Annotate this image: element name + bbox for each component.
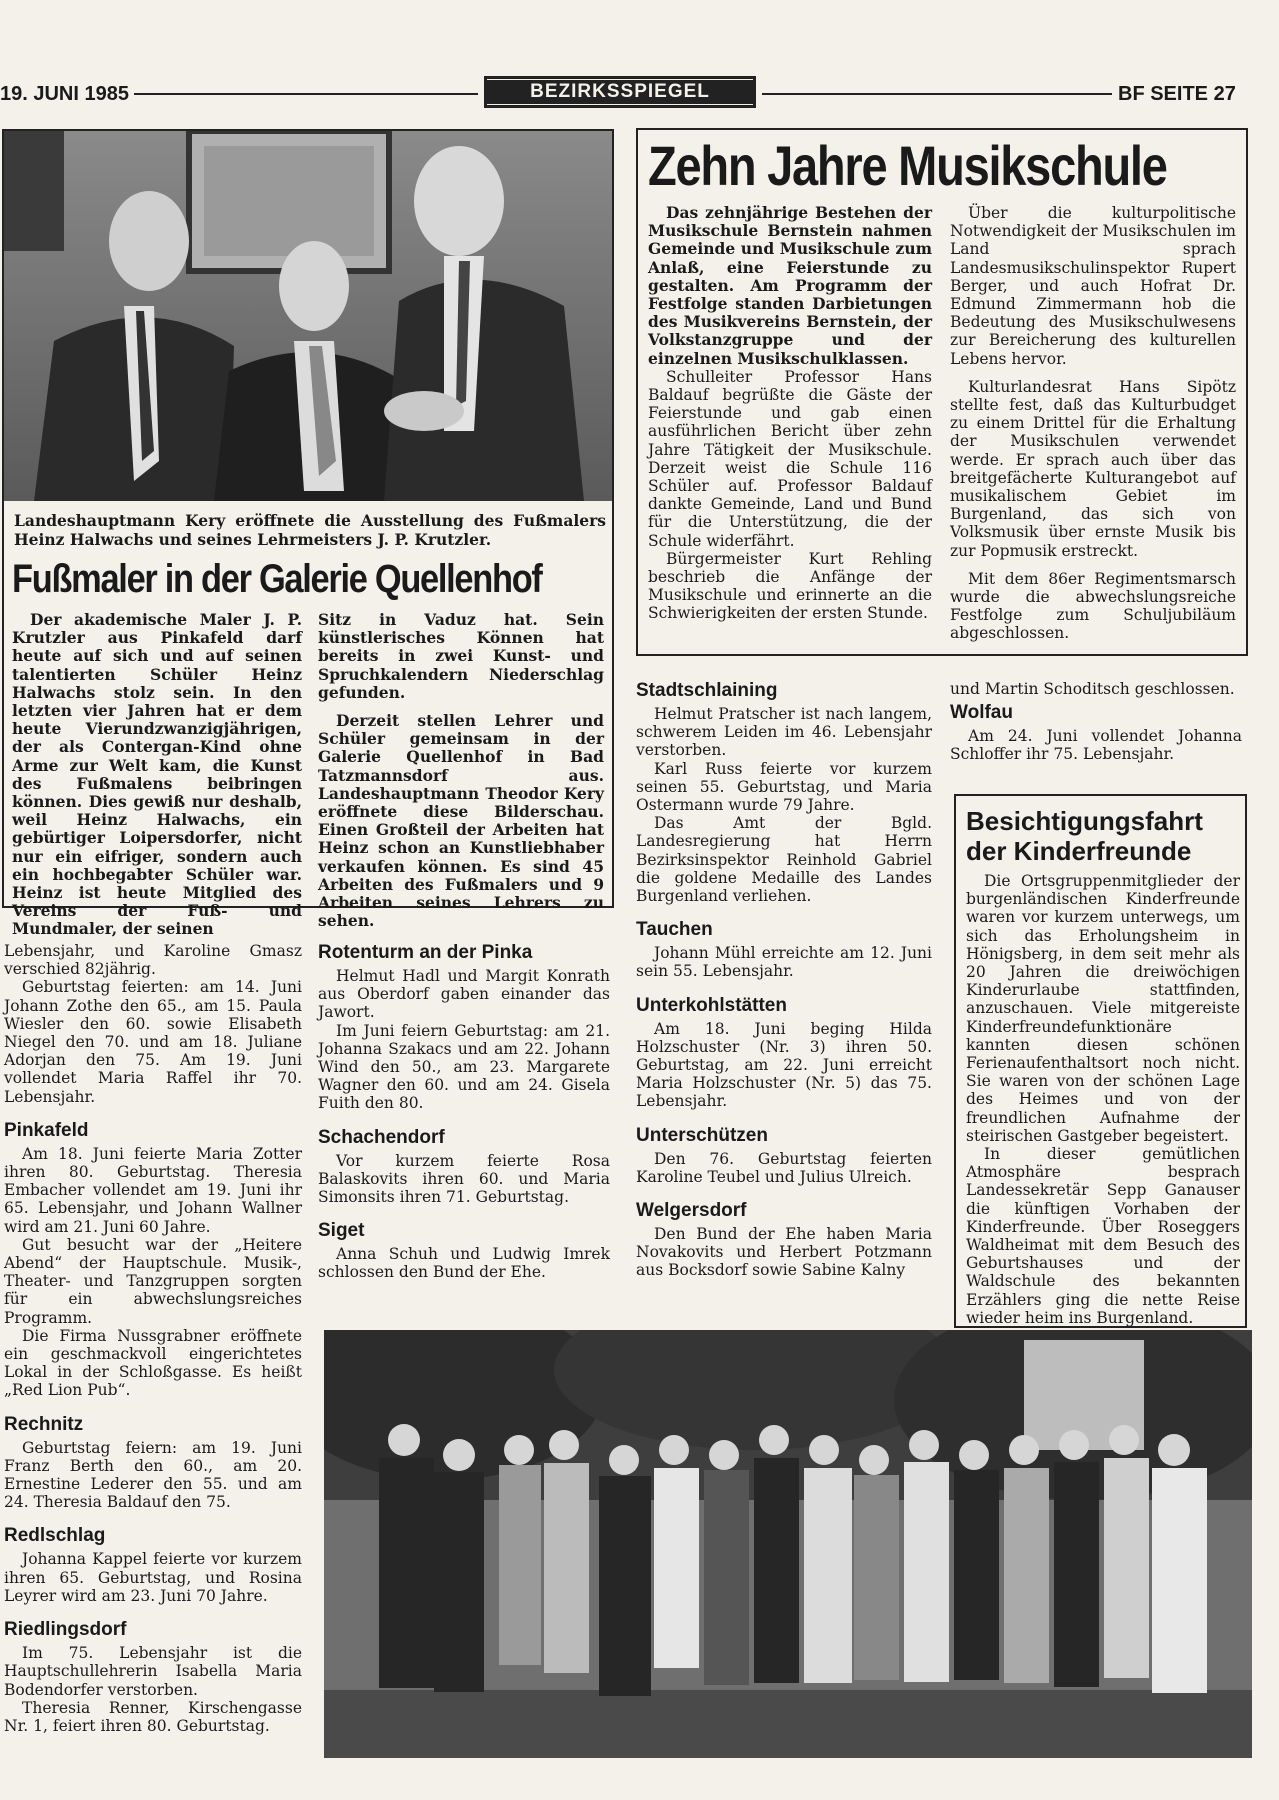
musikschule-headline: Zehn Jahre Musikschule	[648, 136, 1167, 197]
stadtschlaining-p1: Helmut Pratscher ist nach langem, schwerem Leiden im 46. Lebensjahr verstorben.	[636, 705, 932, 760]
unterkohlstaetten-p1: Am 18. Juni beging Hilda Holzschuster (Nr. 3) ihren 50. Geburtstag, am 22. Juni erreicht Maria Holzschuster (Nr. 5) das 75. Lebensjahr.	[636, 1019, 932, 1111]
pinkafeld-p3: Die Firma Nussgrabner eröffnete ein geschmackvoll eingerichtetes Lokal in der Schloßgasse. Es heißt „Red Lion Pub“.	[4, 1326, 302, 1400]
fussmaler-col1-text: Der akademische Maler J. P. Krutzler aus Pinkafeld darf heute auf sich und auf seinen talentierten Schüler Heinz Halwachs stolz sein. In den letzten vier Jahren hat er dem heute Vierundzwanzigjährigen, der als Contergan-Kind ohne Arme zur Welt kam, die Kunst des Fußmalens beibringen können. Dies gewiß nur deshalb, weil Heinz Halwachs, ein gebürtiger Loipersdorfer, nicht nur ein eifriger, sondern auch ein hochbegabter Schüler war. Heinz ist heute Mitglied des Vereins der Fuß- und Mundmaler, der seinen	[12, 610, 302, 939]
masthead-rule-left	[134, 93, 478, 95]
kinderfreunde-headline-line1: Besichtigungsfahrt	[966, 806, 1203, 836]
masthead-rule-right	[762, 93, 1112, 95]
musikschule-col2-p1: Über die kulturpolitische Notwendigkeit der Musikschulen im Land sprach Landesmusikschulinspektor Rupert Berger, und auch Hofrat Dr. Edmund Zimmermann hob die Bedeutung des Musikschulwesens zur Bereicherung des kulturellen Lebens hervor.	[950, 204, 1236, 368]
kinderfreunde-headline-line2: der Kinderfreunde	[966, 836, 1192, 866]
musikschule-headline-wrap	[648, 136, 1244, 198]
photo-exhibition-opening	[4, 131, 612, 501]
musikschule-col1-p1: Das zehnjährige Bestehen der Musikschule Bernstein nahmen Gemeinde und Musikschule zum Anlaß, eine Feierstunde zu gestalten. Am Programm der Festfolge standen Darbietungen des Musikvereins Bernstein, der Volkstanzgruppe und der einzelnen Musikschulklassen.	[648, 203, 932, 368]
heading-unterschuetzen: Unterschützen	[636, 1124, 768, 1146]
kinderfreunde-text	[966, 872, 1240, 1327]
fussmaler-col2-p1: Sitz in Vaduz hat. Sein künstlerisches Können hat bereits in zwei Kunst- und Spruchkalendern Niederschlag gefunden.	[318, 610, 604, 702]
heading-stadtschlaining: Stadtschlaining	[636, 680, 778, 701]
riedlingsdorf-p2: Theresia Renner, Kirschengasse Nr. 1, feiert ihren 80. Geburtstag.	[4, 1698, 302, 1735]
kinderfreunde-p2: In dieser gemütlichen Atmosphäre besprach Landessekretär Sepp Ganauser die künftigen Vorhaben der Kinderfreunde. Über Roseggers Waldheimat mit dem Besuch des Geburtshauses und der Waldschule des bekannten Erzählers ging die nette Reise wieder heim ins Burgenland.	[966, 1145, 1240, 1327]
stadtschlaining-p2: Karl Russ feierte vor kurzem seinen 55. Geburtstag, und Maria Ostermann wurde 79 Jahre.	[636, 759, 932, 815]
musikschule-col1-p2: Schulleiter Professor Hans Baldauf begrüßte die Gäste der Feierstunde und gab einen ausführlichen Bericht über zehn Jahre Tätigkeit der Musikschule. Derzeit weist die Schule 116 Schüler auf. Professor Baldauf dankte Gemeinde, Land und Bund für die Unterstützung, die der Schule widerfährt.	[648, 367, 932, 550]
column-far	[950, 680, 1242, 764]
schachendorf-p1: Vor kurzem feierte Rosa Balaskovits ihren 60. und Maria Simonsits ihren 71. Geburtstag.	[318, 1151, 610, 1207]
tauchen-p1: Johann Mühl erreichte am 12. Juni sein 55. Lebensjahr.	[636, 944, 932, 981]
pinkafeld-p2: Gut besucht war der „Heitere Abend“ der Hauptschule. Musik-, Theater- und Tanzgruppen sorgten für ein abwechslungsreiches Programm.	[4, 1235, 302, 1327]
welgersdorf-p1: Den Bund der Ehe haben Maria Novakovits und Herbert Potzmann aus Bocksdorf sowie Sabine Kalny	[636, 1225, 932, 1280]
photo-group-trip	[324, 1330, 1252, 1758]
heading-wolfau: Wolfau	[950, 702, 1013, 724]
left-intro-p1: Lebensjahr, und Karoline Gmasz verschied 82jährig.	[4, 942, 302, 979]
page-number: BF SEITE 27	[1118, 83, 1236, 105]
fussmaler-col1	[12, 611, 302, 939]
heading-schachendorf: Schachendorf	[318, 1126, 445, 1148]
heading-unterkohlstaetten: Unterkohlstätten	[636, 994, 787, 1016]
musikschule-col2-p3: Mit dem 86er Regimentsmarsch wurde die abwechslungsreiche Festfolge zum Schuljubiläum abgeschlossen.	[950, 569, 1236, 643]
fussmaler-col2	[318, 611, 604, 930]
section-title: BEZIRKSSPIEGEL	[487, 80, 753, 104]
kinderfreunde-p1: Die Ortsgruppenmitglieder der burgenländischen Kinderfreunde waren vor kurzem unterwegs, um sich das Erholungsheim in Hönigsberg, in dem seit mehr als 20 Jahren die dreiwöchigen Kinderurlaube stattfinden, anzuschauen. Viele mitgereiste Kinderfreundefunktionäre kannten diesen schönen Ferienaufenthaltsort noch nicht. Sie waren von der schönen Lage des Heimes und von der freundlichen Aufnahme der steirischen Gastgeber begeistert.	[966, 872, 1240, 1145]
heading-riedlingsdorf: Riedlingsdorf	[4, 1619, 127, 1641]
heading-tauchen: Tauchen	[636, 919, 713, 941]
wolfau-p1: Am 24. Juni vollendet Johanna Schloffer ihr 75. Lebensjahr.	[950, 727, 1242, 764]
musikschule-col1	[648, 204, 932, 623]
column-left	[4, 942, 302, 1735]
heading-pinkafeld: Pinkafeld	[4, 1119, 89, 1141]
column-right	[636, 680, 932, 1280]
stadtschlaining-p3: Das Amt der Bgld. Landesregierung hat Herrn Bezirksinspektor Reinhold Gabriel die goldene Medaille des Landes Burgenland verliehen.	[636, 814, 932, 906]
section-banner	[484, 76, 756, 108]
heading-welgersdorf: Welgersdorf	[636, 1200, 747, 1222]
musikschule-col2	[950, 204, 1236, 643]
pinkafeld-p1: Am 18. Juni feierte Maria Zotter ihren 80. Geburtstag. Theresia Embacher vollendet am 19. Juni ihr 65. Lebensjahr, und Johann Wallner wird am 21. Juni 60 Jahre.	[4, 1144, 302, 1236]
musikschule-col1-p3: Bürgermeister Kurt Rehling beschrieb die Anfänge der Musikschule und erinnerte an die Schwierigkeiten der ersten Stunde.	[648, 549, 932, 623]
far-intro-p1: und Martin Schoditsch geschlossen.	[950, 680, 1235, 698]
heading-siget: Siget	[318, 1220, 365, 1242]
photo-group-image	[324, 1330, 1252, 1758]
heading-rechnitz: Rechnitz	[4, 1413, 84, 1435]
fussmaler-headline-wrap	[12, 557, 612, 603]
siget-p1: Anna Schuh und Ludwig Imrek schlossen den Bund der Ehe.	[318, 1245, 610, 1282]
column-mid	[318, 942, 610, 1282]
redlschlag-p1: Johanna Kappel feierte vor kurzem ihren 65. Geburtstag, und Rosina Leyrer wird am 23. Juni 70 Jahre.	[4, 1550, 302, 1605]
rotenturm-p2: Im Juni feiern Geburtstag: am 21. Johanna Szakacs und am 22. Johann Wind den 50., am 23. Margarete Wagner den 60. und am 24. Gisela Fuith den 80.	[318, 1021, 610, 1113]
left-intro-p2: Geburtstag feierten: am 14. Juni Johann Zothe den 65., am 15. Paula Wiesler den 60. sowie Elisabeth Niegel den 70. und am 18. Juliane Adorjan den 75. Am 19. Juni vollendet Maria Raffel ihr 70. Lebensjahr.	[4, 978, 302, 1106]
heading-rotenturm: Rotenturm an der Pinka	[318, 942, 533, 963]
rechnitz-p1: Geburtstag feiern: am 19. Juni Franz Berth den 60., am 20. Ernestine Lederer den 55. und am 24. Theresia Baldauf den 75.	[4, 1438, 302, 1512]
riedlingsdorf-p1: Im 75. Lebensjahr ist die Hauptschullehrerin Isabella Maria Bodendorfer verstorben.	[4, 1644, 302, 1699]
musikschule-col2-p2: Kulturlandesrat Hans Sipötz stellte fest, daß das Kulturbudget zu einem Drittel für die Erhaltung der Musikschulen verwendet werde. Er sprach auch über das breitgefächerte Kulturangebot auf musikalischem Gebiet im Burgenland, das sich von Volksmusik über ernste Musik bis zur Popmusik erstreckt.	[950, 377, 1236, 560]
unterschuetzen-p1: Den 76. Geburtstag feierten Karoline Teubel und Julius Ulreich.	[636, 1149, 932, 1186]
issue-date: 19. JUNI 1985	[0, 83, 129, 105]
photo-exhibition-image	[4, 131, 612, 501]
rotenturm-p1: Helmut Hadl und Margit Konrath aus Oberdorf gaben einander das Jawort.	[318, 967, 610, 1022]
photo-caption: Landeshauptmann Kery eröffnete die Ausstellung des Fußmalers Heinz Halwachs und seines Lehrmeisters J. P. Krutzler.	[14, 511, 606, 549]
fussmaler-col2-p2: Derzeit stellen Lehrer und Schüler gemeinsam in der Galerie Quellenhof in Bad Tatzmannsdorf aus. Landeshauptmann Theodor Kery eröffnete diese Bilderschau. Einen Großteil der Arbeiten hat Heinz schon an Kunstliebhaber verkaufen können. Es sind 45 Arbeiten des Fußmalers und 9 Arbeiten seines Lehrers zu sehen.	[318, 711, 604, 931]
kinderfreunde-headline	[966, 806, 1242, 866]
fussmaler-headline: Fußmaler in der Galerie Quellenhof	[12, 557, 542, 601]
heading-redlschlag: Redlschlag	[4, 1525, 106, 1547]
